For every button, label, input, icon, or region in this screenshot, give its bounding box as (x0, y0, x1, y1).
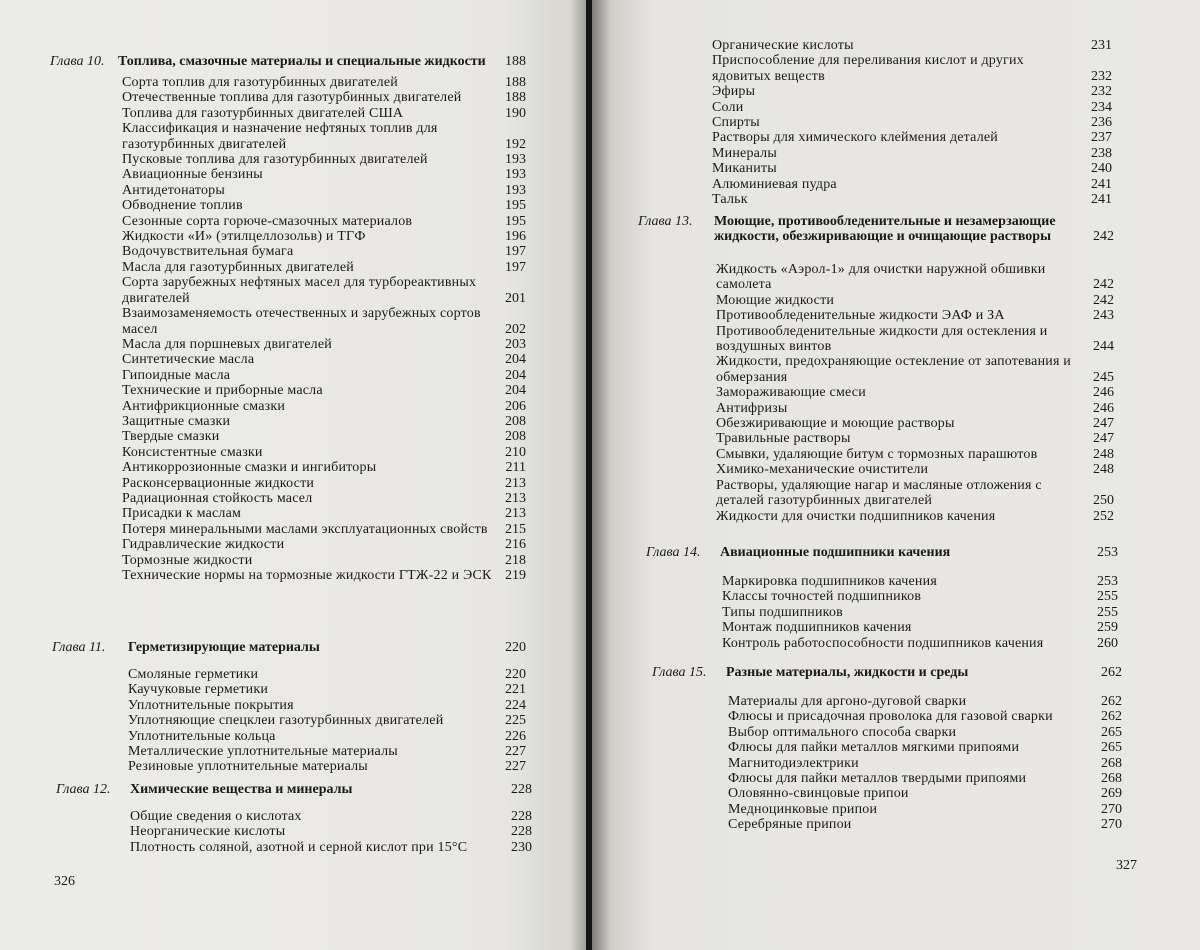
toc-entry (712, 177, 1112, 192)
chapter-title: Моющие, противообледенительные и незамерзающие жидкости, обезжиривающие и очищающие растворы (714, 214, 1056, 244)
entry-text: Присадки к маслам (122, 506, 242, 522)
entry-text: Травильные растворы (716, 431, 851, 447)
toc-entry (716, 431, 1114, 446)
entry-text: Взаимозаменяемость отечественных и зарубежных сортов масел (122, 306, 481, 337)
chapter-title: Топлива, смазочные материалы и специальные жидкости (118, 54, 486, 69)
toc-entry (128, 729, 526, 744)
entry-page: 245 (1093, 369, 1114, 385)
entry-page: 213 (505, 506, 526, 522)
entry-page: 252 (1093, 508, 1114, 524)
toc-entry (722, 636, 1118, 651)
entry-list (128, 667, 526, 775)
toc-entry (122, 183, 526, 198)
toc-entry (716, 462, 1114, 477)
entry-text: Жидкости, предохраняющие остекление от запотевания и обмерзания (716, 354, 1071, 385)
chapter-page: 188 (505, 54, 526, 69)
toc-entry (122, 553, 526, 568)
toc-entry (712, 161, 1112, 176)
entry-text: Уплотнительные кольца (128, 728, 276, 744)
entry-page: 219 (505, 568, 526, 583)
toc-entry (728, 786, 1122, 801)
entry-page: 270 (1101, 801, 1122, 817)
entry-page: 234 (1091, 99, 1112, 115)
entry-text: Противообледенительные жидкости ЭАФ и ЗА (716, 308, 1005, 324)
entry-text: Растворы, удаляющие нагар и масляные отложения с деталей газотурбинных двигателей (716, 477, 1042, 509)
entry-text: Оловянно-свинцовые припои (728, 786, 909, 802)
entry-page: 247 (1093, 431, 1114, 447)
toc-entry (122, 75, 526, 90)
entry-text: Радиационная стойкость масел (122, 490, 313, 506)
entry-text: Гидравлические жидкости (122, 537, 285, 553)
toc-entry (128, 713, 526, 728)
entry-text: Миканиты (712, 161, 777, 177)
toc-entry (728, 709, 1122, 724)
entry-text: Гипоидные масла (122, 367, 231, 383)
chapter-page: 220 (505, 640, 526, 655)
chapter-title: Авиационные подшипники качения (720, 545, 951, 560)
toc-entry (716, 262, 1114, 293)
entry-text: Антифризы (716, 400, 788, 416)
toc-entry (122, 337, 526, 352)
chapter-label: Глава 13. (638, 214, 693, 229)
toc-entry (122, 260, 526, 275)
entry-page: 201 (505, 290, 526, 306)
entry-page: 247 (1093, 416, 1114, 432)
entry-page: 197 (505, 259, 526, 275)
entry-text: Масла для газотурбинных двигателей (122, 259, 354, 275)
entry-text: Флюсы и присадочная проволока для газовой сварки (728, 709, 1053, 725)
chapter-13 (638, 214, 1114, 524)
entry-page: 204 (505, 367, 526, 383)
chapter-heading (638, 214, 1114, 244)
entry-text: Пусковые топлива для газотурбинных двигателей (122, 152, 428, 168)
entry-page: 262 (1101, 694, 1122, 709)
chapter-12-continued (712, 38, 1112, 207)
entry-text: Серебряные припои (728, 817, 852, 833)
toc-entry (122, 106, 526, 121)
entry-page: 238 (1091, 145, 1112, 161)
entry-page: 265 (1101, 724, 1122, 740)
entry-text: Синтетические масла (122, 352, 255, 368)
entry-page: 236 (1091, 115, 1112, 131)
entry-page: 231 (1091, 38, 1112, 53)
entry-text: Сорта зарубежных нефтяных масел для турбореактивных двигателей (122, 275, 477, 306)
entry-page: 270 (1101, 817, 1122, 833)
entry-page: 215 (505, 521, 526, 537)
entry-page: 255 (1097, 604, 1118, 620)
entry-text: Сезонные сорта горюче-смазочных материалов (122, 213, 413, 229)
entry-page: 192 (505, 136, 526, 152)
page-number-right: 327 (1116, 858, 1137, 873)
toc-entry (122, 306, 526, 337)
chapter-11 (52, 640, 526, 775)
entry-page: 248 (1093, 462, 1114, 478)
page-number-left: 326 (54, 874, 75, 889)
entry-page: 237 (1091, 130, 1112, 146)
entry-page: 244 (1093, 339, 1114, 355)
entry-page: 210 (505, 444, 526, 460)
chapter-title: Химические вещества и минералы (130, 782, 353, 797)
toc-entry (128, 698, 526, 713)
toc-entry (712, 115, 1112, 130)
entry-page: 253 (1097, 574, 1118, 589)
toc-entry (122, 522, 526, 537)
entry-page: 206 (505, 398, 526, 414)
toc-entry (728, 756, 1122, 771)
entry-text: Каучуковые герметики (128, 682, 269, 698)
entry-page: 250 (1093, 493, 1114, 509)
entry-page: 240 (1091, 161, 1112, 177)
toc-entry (712, 100, 1112, 115)
entry-page: 213 (505, 490, 526, 506)
entry-page: 269 (1101, 786, 1122, 802)
entry-page: 224 (505, 697, 526, 713)
entry-list (130, 809, 532, 855)
chapter-label: Глава 15. (652, 665, 707, 680)
entry-text: Уплотнительные покрытия (128, 697, 294, 713)
entry-page: 216 (505, 537, 526, 553)
entry-page: 195 (505, 213, 526, 229)
toc-entry (722, 574, 1118, 589)
entry-text: Защитные смазки (122, 413, 231, 429)
chapter-heading (646, 545, 1118, 560)
entry-text: Жидкости «И» (этилцеллозольв) и ТГФ (122, 229, 366, 245)
entry-page: 190 (505, 105, 526, 121)
entry-text: Выбор оптимального способа сварки (728, 724, 957, 740)
chapter-12 (56, 782, 532, 855)
entry-list (122, 75, 526, 583)
entry-page: 204 (505, 352, 526, 368)
entry-page: 248 (1093, 446, 1114, 462)
toc-entry (122, 214, 526, 229)
entry-text: Технические и приборные масла (122, 383, 323, 399)
toc-entry (122, 537, 526, 552)
chapter-heading (56, 782, 532, 797)
entry-page: 220 (505, 667, 526, 682)
entry-page: 218 (505, 552, 526, 568)
entry-page: 232 (1091, 84, 1112, 100)
chapter-label: Глава 14. (646, 545, 701, 560)
entry-text: Флюсы для пайки металлов твердыми припоями (728, 771, 1027, 787)
toc-entry (712, 130, 1112, 145)
entry-text: Приспособление для переливания кислот и других ядовитых веществ (712, 53, 1024, 84)
entry-text: Замораживающие смеси (716, 385, 866, 401)
entry-text: Противообледенительные жидкости для остекления и воздушных винтов (716, 323, 1048, 355)
toc-entry (722, 589, 1118, 604)
entry-text: Тальк (712, 192, 748, 208)
entry-page: 193 (505, 182, 526, 198)
left-page (0, 0, 588, 950)
entry-page: 226 (505, 728, 526, 744)
entry-text: Магнитодиэлектрики (728, 755, 859, 771)
entry-page: 208 (505, 413, 526, 429)
toc-entry (728, 802, 1122, 817)
entry-page: 196 (505, 229, 526, 245)
chapter-heading (52, 640, 526, 655)
entry-text: Эфиры (712, 84, 756, 100)
chapter-label: Глава 12. (56, 782, 111, 797)
toc-entry (122, 244, 526, 259)
toc-entry (122, 491, 526, 506)
entry-text: Классы точностей подшипников (722, 589, 922, 605)
toc-entry (128, 682, 526, 697)
entry-text: Жидкости для очистки подшипников качения (716, 508, 996, 524)
entry-page: 195 (505, 198, 526, 214)
toc-entry (122, 229, 526, 244)
entry-text: Моющие жидкости (716, 292, 835, 308)
entry-page: 243 (1093, 308, 1114, 324)
toc-entry (716, 308, 1114, 323)
entry-page: 197 (505, 244, 526, 260)
entry-page: 268 (1101, 755, 1122, 771)
toc-entry (122, 90, 526, 105)
toc-entry (728, 817, 1122, 832)
toc-entry (122, 368, 526, 383)
toc-entry (712, 84, 1112, 99)
toc-entry (716, 416, 1114, 431)
entry-text: Расконсервационные жидкости (122, 475, 315, 491)
entry-text: Обводнение топлив (122, 198, 243, 214)
toc-entry (716, 447, 1114, 462)
entry-page: 193 (505, 167, 526, 183)
entry-text: Обезжиривающие и моющие растворы (716, 416, 955, 432)
toc-entry (722, 605, 1118, 620)
toc-entry (122, 167, 526, 182)
entry-text: Неорганические кислоты (130, 824, 286, 840)
entry-text: Алюминиевая пудра (712, 176, 837, 192)
toc-entry (716, 354, 1114, 385)
toc-entry (716, 324, 1114, 355)
entry-page: 265 (1101, 740, 1122, 756)
entry-text: Спирты (712, 115, 760, 131)
toc-entry (122, 445, 526, 460)
entry-text: Потеря минеральными маслами эксплуатационных свойств (122, 521, 488, 537)
toc-entry (122, 275, 526, 306)
entry-text: Технические нормы на тормозные жидкости ГТЖ-22 и ЭСК (122, 568, 492, 583)
toc-entry (130, 824, 532, 839)
entry-text: Масла для поршневых двигателей (122, 336, 332, 352)
entry-page: 262 (1101, 709, 1122, 725)
entry-page: 246 (1093, 400, 1114, 416)
toc-entry (128, 744, 526, 759)
toc-entry (122, 383, 526, 398)
entry-text: Монтаж подшипников качения (722, 620, 912, 636)
chapter-title: Герметизирующие материалы (128, 640, 320, 655)
entry-text: Резиновые уплотнительные материалы (128, 759, 368, 775)
toc-entry (122, 352, 526, 367)
entry-page: 241 (1091, 176, 1112, 192)
entry-page: 203 (505, 336, 526, 352)
chapter-page: 242 (1093, 229, 1114, 244)
entry-text: Флюсы для пайки металлов мягкими припоями (728, 740, 1020, 756)
toc-entry (128, 759, 526, 774)
entry-text: Уплотняющие спецклеи газотурбинных двигателей (128, 713, 444, 729)
entry-page: 227 (505, 759, 526, 775)
toc-entry (712, 146, 1112, 161)
toc-entry (122, 198, 526, 213)
entry-text: Смывки, удаляющие битум с тормозных парашютов (716, 446, 1038, 462)
entry-page: 260 (1097, 635, 1118, 651)
right-page (592, 0, 1200, 950)
toc-entry (728, 771, 1122, 786)
entry-text: Авиационные бензины (122, 167, 263, 183)
entry-text: Контроль работоспособности подшипников качения (722, 635, 1044, 651)
entry-page: 202 (505, 321, 526, 337)
entry-text: Отечественные топлива для газотурбинных двигателей (122, 90, 462, 106)
toc-entry (122, 476, 526, 491)
toc-entry (122, 121, 526, 152)
entry-page: 255 (1097, 589, 1118, 605)
entry-text: Плотность соляной, азотной и серной кислот при 15°С (130, 839, 468, 855)
toc-entry (122, 568, 526, 583)
entry-list (722, 574, 1118, 651)
chapter-14 (646, 545, 1118, 651)
entry-text: Материалы для аргоно-дуговой сварки (728, 694, 967, 709)
entry-text: Тормозные жидкости (122, 552, 253, 568)
toc-entry (728, 740, 1122, 755)
entry-text: Смоляные герметики (128, 667, 259, 682)
chapter-label: Глава 11. (52, 640, 106, 655)
entry-text: Антикоррозионные смазки и ингибиторы (122, 460, 377, 476)
entry-text: Антидетонаторы (122, 182, 225, 198)
entry-text: Жидкость «Аэрол-1» для очистки наружной обшивки самолета (716, 262, 1046, 293)
entry-page: 208 (505, 429, 526, 445)
entry-page: 213 (505, 475, 526, 491)
toc-entry (712, 192, 1112, 207)
entry-page: 188 (505, 75, 526, 90)
entry-text: Классификация и назначение нефтяных топлив для газотурбинных двигателей (122, 121, 438, 152)
entry-text: Водочувствительная бумага (122, 244, 294, 260)
entry-text: Топлива для газотурбинных двигателей США (122, 105, 404, 121)
entry-text: Растворы для химического клеймения деталей (712, 130, 998, 146)
entry-text: Типы подшипников (722, 604, 843, 620)
entry-page: 268 (1101, 771, 1122, 787)
toc-entry (122, 506, 526, 521)
entry-page: 242 (1093, 292, 1114, 308)
toc-entry (716, 478, 1114, 509)
toc-entry (122, 399, 526, 414)
toc-entry (716, 385, 1114, 400)
chapter-title: Разные материалы, жидкости и среды (726, 665, 969, 680)
entry-page: 228 (511, 824, 532, 840)
entry-list (728, 694, 1122, 833)
entry-list (716, 262, 1114, 524)
chapter-page: 228 (511, 782, 532, 797)
chapter-page: 253 (1097, 545, 1118, 560)
chapter-label: Глава 10. (50, 54, 105, 69)
toc-entry (122, 414, 526, 429)
chapter-10 (50, 54, 526, 583)
entry-text: Медноцинковые припои (728, 801, 878, 817)
entry-page: 259 (1097, 620, 1118, 636)
entry-text: Органические кислоты (712, 38, 854, 53)
entry-page: 211 (505, 460, 526, 476)
toc-entry (130, 840, 532, 855)
entry-page: 242 (1093, 277, 1114, 293)
chapter-15 (652, 665, 1122, 833)
toc-entry (122, 152, 526, 167)
entry-text: Металлические уплотнительные материалы (128, 744, 398, 760)
toc-entry (128, 667, 526, 682)
toc-entry (728, 694, 1122, 709)
entry-page: 230 (511, 839, 532, 855)
entry-page: 228 (511, 809, 532, 824)
entry-text: Химико-механические очистители (716, 462, 929, 478)
toc-entry (716, 509, 1114, 524)
toc-entry (122, 429, 526, 444)
entry-text: Минералы (712, 145, 777, 161)
toc-entry (712, 53, 1112, 84)
chapter-heading (652, 665, 1122, 680)
toc-entry (722, 620, 1118, 635)
entry-text: Общие сведения о кислотах (130, 809, 302, 824)
entry-page: 227 (505, 744, 526, 760)
entry-page: 221 (505, 682, 526, 698)
entry-text: Антифрикционные смазки (122, 398, 286, 414)
toc-entry (712, 38, 1112, 53)
toc-entry (122, 460, 526, 475)
entry-text: Твердые смазки (122, 429, 220, 445)
entry-page: 204 (505, 383, 526, 399)
entry-page: 188 (505, 90, 526, 106)
entry-page: 193 (505, 152, 526, 168)
entry-text: Сорта топлив для газотурбинных двигателей (122, 75, 398, 90)
toc-entry (728, 725, 1122, 740)
entry-list (712, 38, 1112, 207)
chapter-heading (50, 54, 526, 69)
chapter-page: 262 (1101, 665, 1122, 680)
entry-page: 232 (1091, 68, 1112, 84)
entry-text: Консистентные смазки (122, 444, 263, 460)
toc-entry (716, 401, 1114, 416)
toc-entry (716, 293, 1114, 308)
entry-page: 225 (505, 713, 526, 729)
entry-text: Маркировка подшипников качения (722, 574, 937, 589)
entry-page: 241 (1091, 192, 1112, 208)
entry-text: Соли (712, 99, 744, 115)
entry-page: 246 (1093, 385, 1114, 401)
toc-entry (130, 809, 532, 824)
